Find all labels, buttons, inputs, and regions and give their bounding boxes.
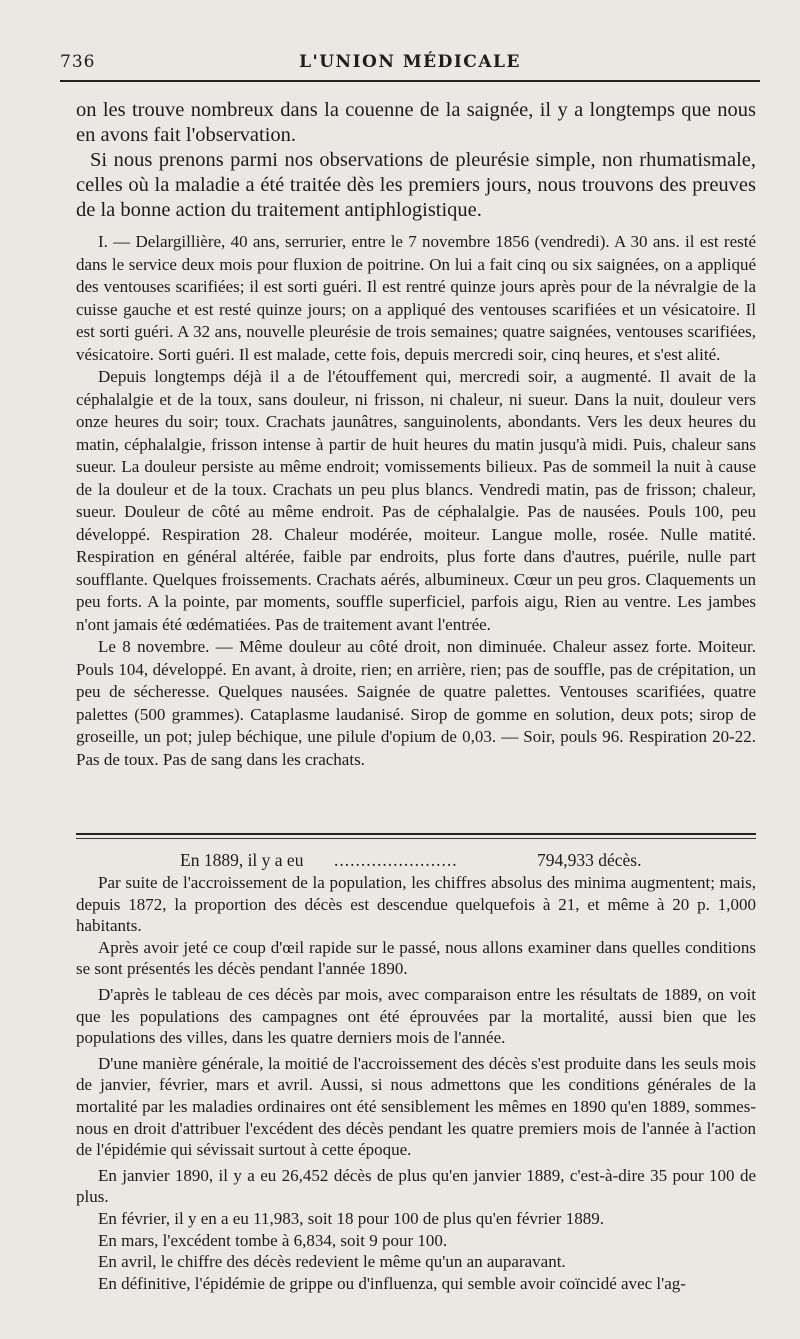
paragraph: Si nous prenons parmi nos observations de pleurésie simple, non rhumatismale, celles où la maladie a été traitée dès les premiers jours, nous trouvons des preuves de la bonne action du traitement antiphlogistique. [76, 149, 756, 221]
paragraph: En janvier 1890, il y a eu 26,452 décès de plus qu'en janvier 1889, c'est-à-dire 35 pour 100 de plus. [76, 1165, 756, 1207]
paragraph: En avril, le chiffre des décès redevient le même qu'un an auparavant. [98, 1252, 566, 1272]
case-observation: I. — Delargillière, 40 ans, serrurier, entre le 7 novembre 1856 (vendredi). A 30 ans. il est resté dans le service deux mois pour fluxion de poitrine. On lui a fait cinq ou six saignées, on a appliqué des ventouses scarifiées; il est sorti guéri. Il est rentré quinze jours après pour de la névralgie de la cuisse gauche et est resté quinze jours; on a appliqué des ventouses scarifiées et un vésicatoire. Il est sorti guéri. A 32 ans, nouvelle pleurésie de trois semaines; quatre saignées, ventouses scarifiées, vésicatoire. Sorti guéri. Il est malade, cette fois, depuis mercredi soir, cinq heures, et s'est alité. [76, 232, 756, 364]
paragraph: En mars, l'excédent tombe à 6,834, soit 9 pour 100. [98, 1230, 448, 1250]
journal-title: L'UNION MÉDICALE [299, 52, 521, 72]
paragraph: D'après le tableau de ces décès par mois, avec comparaison entre les résultats de 1889, on voit que les populations des campagnes ont été éprouvées par la mortalité, aussi bien que les populations des villes, dans les quatre derniers mois de l'année. [76, 984, 756, 1048]
mortality-section [76, 848, 756, 1294]
stat-label: En 1889, il y a eu [180, 850, 304, 870]
section-divider [76, 833, 756, 839]
death-stat-line [76, 848, 756, 872]
case-observation: Depuis longtemps déjà il a de l'étouffement qui, mercredi soir, a augmenté. Il avait de la céphalalgie et de la toux, sans douleur, ni frisson, ni chaleur, ni sueur. Dans la nuit, douleur vers onze heures du soir; toux. Crachats jaunâtres, sanguinolents, abondants. Vers les deux heures du matin, céphalalgie, frisson intense à partir de huit heures du matin jusqu'à midi. Puis, chaleur sans sueur. La douleur persiste au même endroit; vomissements bilieux. Pas de sommeil la nuit à cause de la douleur et de la toux. Crachats un peu plus blancs. Vendredi matin, pas de frisson; chaleur, sueur. Douleur de côté au même endroit. Pas de céphalalgie. Pas de nausées. Pouls 100, peu développé. Respiration 28. Chaleur modérée, moiteur. Langue molle, rosée. Nulle matité. Respiration en général altérée, faible par endroits, plus forte dans d'autres, puérile, nulle part soufflante. Quelques froissements. Crachats aérés, albumineux. Cœur un peu gros. Claquements un peu forts. A la pointe, par moments, souffle superficiel, parfois aigu, Rien au ventre. Les jambes n'ont jamais été œdématiées. Pas de traitement avant l'entrée. [76, 367, 756, 634]
page-number: 736 [60, 52, 96, 72]
paragraph: Après avoir jeté ce coup d'œil rapide sur le passé, nous allons examiner dans quelles conditions se sont présentés les décès pendant l'année 1890. [76, 937, 756, 979]
header-rule [60, 80, 760, 82]
paragraph: En février, il y en a eu 11,983, soit 18 pour 100 de plus qu'en février 1889. [98, 1208, 604, 1228]
paragraph: En définitive, l'épidémie de grippe ou d'influenza, qui semble avoir coïncidé avec l'ag- [98, 1273, 686, 1293]
paragraph: D'une manière générale, la moitié de l'accroissement des décès s'est produite dans les seuls mois de janvier, février, mars et avril. Aussi, si nous admettons que les conditions générales de la mortalité par les maladies ordinaires ont été sensiblement les mêmes en 1890 qu'en 1889, sommes-nous en droit d'attribuer l'excédent des décès pendant les quatre premiers mois de l'année à l'action de l'épidémie qui sévissait surtout à cette époque. [76, 1053, 756, 1160]
pleurisy-section [76, 98, 756, 771]
paragraph: on les trouve nombreux dans la couenne de la saignée, il y a longtemps que nous en avons fait l'observation. [76, 99, 756, 146]
stat-leader-dots: ....................... [334, 850, 458, 870]
paragraph: Par suite de l'accroissement de la population, les chiffres absolus des minima augmentent; mais, depuis 1872, la proportion des décès est descendue quelquefois à 21, et même à 20 p. 1,000 habitants. [76, 873, 756, 936]
case-observation: Le 8 novembre. — Même douleur au côté droit, non diminuée. Chaleur assez forte. Moiteur. Pouls 104, développé. En avant, à droite, rien; en arrière, rien; pas de souffle, pas de crépitation, un peu de sécheresse. Quelques nausées. Saignée de quatre palettes. Ventouses scarifiées, quatre palettes (500 grammes). Cataplasme laudanisé. Sirop de gomme en solution, deux pots; sirop de groseille, un pot; julep béchique, une pilule d'opium de 0,03. — Soir, pouls 96. Respiration 20-22. Pas de toux. Pas de sang dans les crachats. [76, 637, 756, 769]
stat-value: 794,933 décès. [537, 850, 642, 870]
running-head [60, 52, 760, 76]
